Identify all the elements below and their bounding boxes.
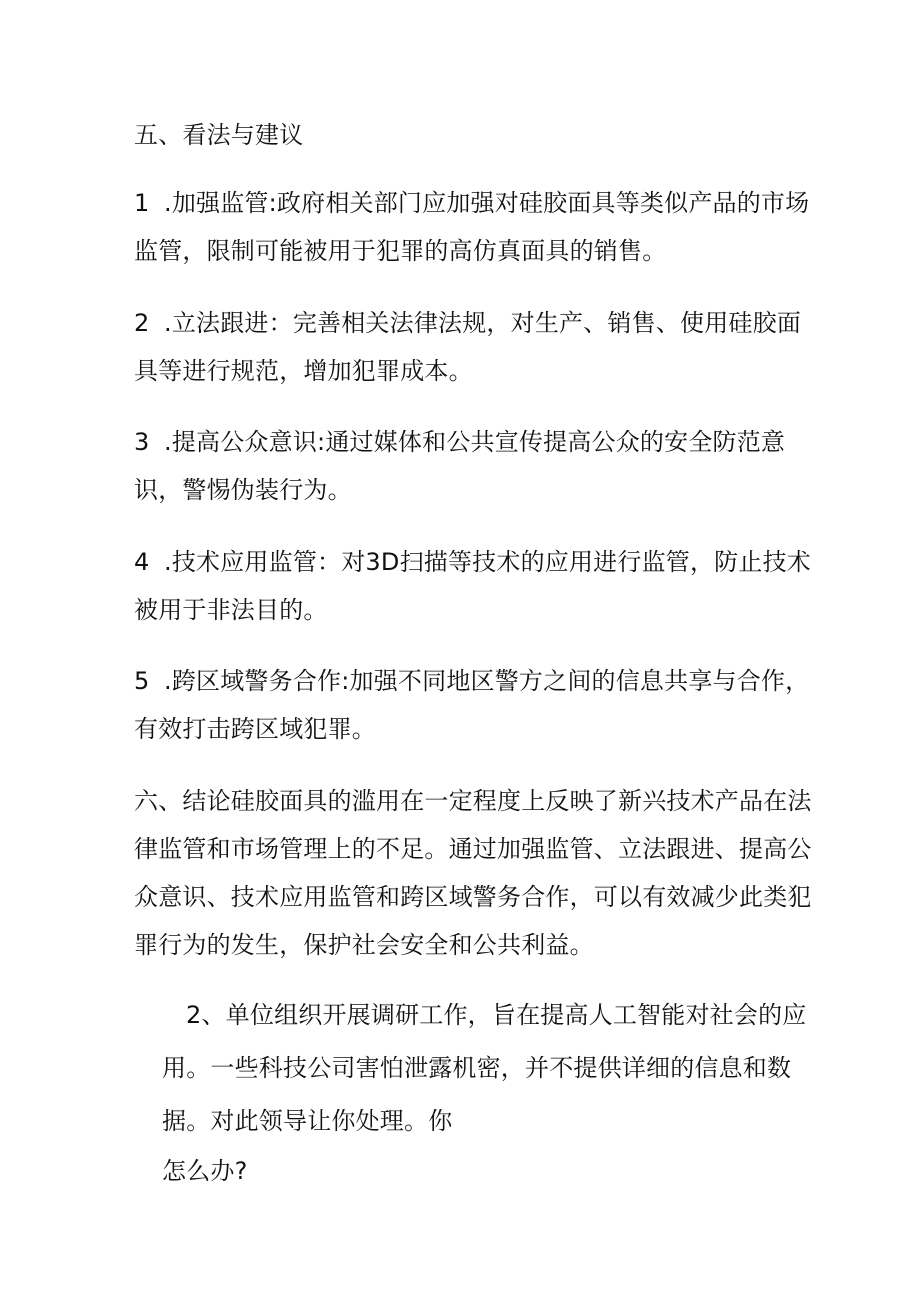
list-item [134, 664, 809, 698]
list-item [134, 306, 801, 340]
question-paragraph: 用。一些科技公司害怕泄露机密，并不提供详细的信息和数 [162, 1054, 792, 1082]
question-paragraph: 怎么办? [162, 1157, 248, 1185]
question-paragraph: 据。对此领导让你处理。你 [162, 1107, 453, 1135]
item-number: 1 [134, 189, 150, 217]
section6-paragraph: 六、结论硅胶面具的滥用在一定程度上反映了新兴技术产品在法 [134, 787, 812, 815]
question-paragraph: 2、单位组织开展调研工作，旨在提高人工智能对社会的应 [186, 1001, 807, 1029]
item-text: .提高公众意识:通过媒体和公共宣传提高公众的安全防范意 [164, 428, 786, 456]
item-number: 5 [134, 667, 150, 695]
item-text: .跨区域警务合作:加强不同地区警方之间的信息共享与合作， [164, 667, 810, 695]
item-text: .立法跟进：完善相关法律法规，对生产、销售、使用硅胶面 [164, 309, 802, 337]
item-text-continued: 具等进行规范，增加犯罪成本。 [134, 357, 473, 385]
item-text-continued: 有效打击跨区域犯罪。 [134, 715, 376, 743]
item-number: 4 [134, 548, 150, 576]
list-item [134, 186, 809, 220]
item-number: 3 [134, 428, 150, 456]
item-text: .技术应用监管：对3D扫描等技术的应用进行监管，防止技术 [164, 548, 811, 576]
list-item [134, 425, 785, 459]
list-item [134, 545, 811, 579]
section6-paragraph: 众意识、技术应用监管和跨区域警务合作，可以有效减少此类犯 [134, 883, 812, 911]
item-text-continued: 识，警惕伪装行为。 [134, 476, 352, 504]
item-number: 2 [134, 309, 150, 337]
item-text: .加强监管:政府相关部门应加强对硅胶面具等类似产品的市场 [164, 189, 810, 217]
section6-paragraph: 律监管和市场管理上的不足。通过加强监管、立法跟进、提高公 [134, 835, 812, 863]
section6-paragraph: 罪行为的发生，保护社会安全和公共利益。 [134, 931, 594, 959]
item-text-continued: 被用于非法目的。 [134, 596, 328, 624]
section5-heading: 五、看法与建议 [134, 121, 304, 149]
item-text-continued: 监管，限制可能被用于犯罪的高仿真面具的销售。 [134, 237, 667, 265]
